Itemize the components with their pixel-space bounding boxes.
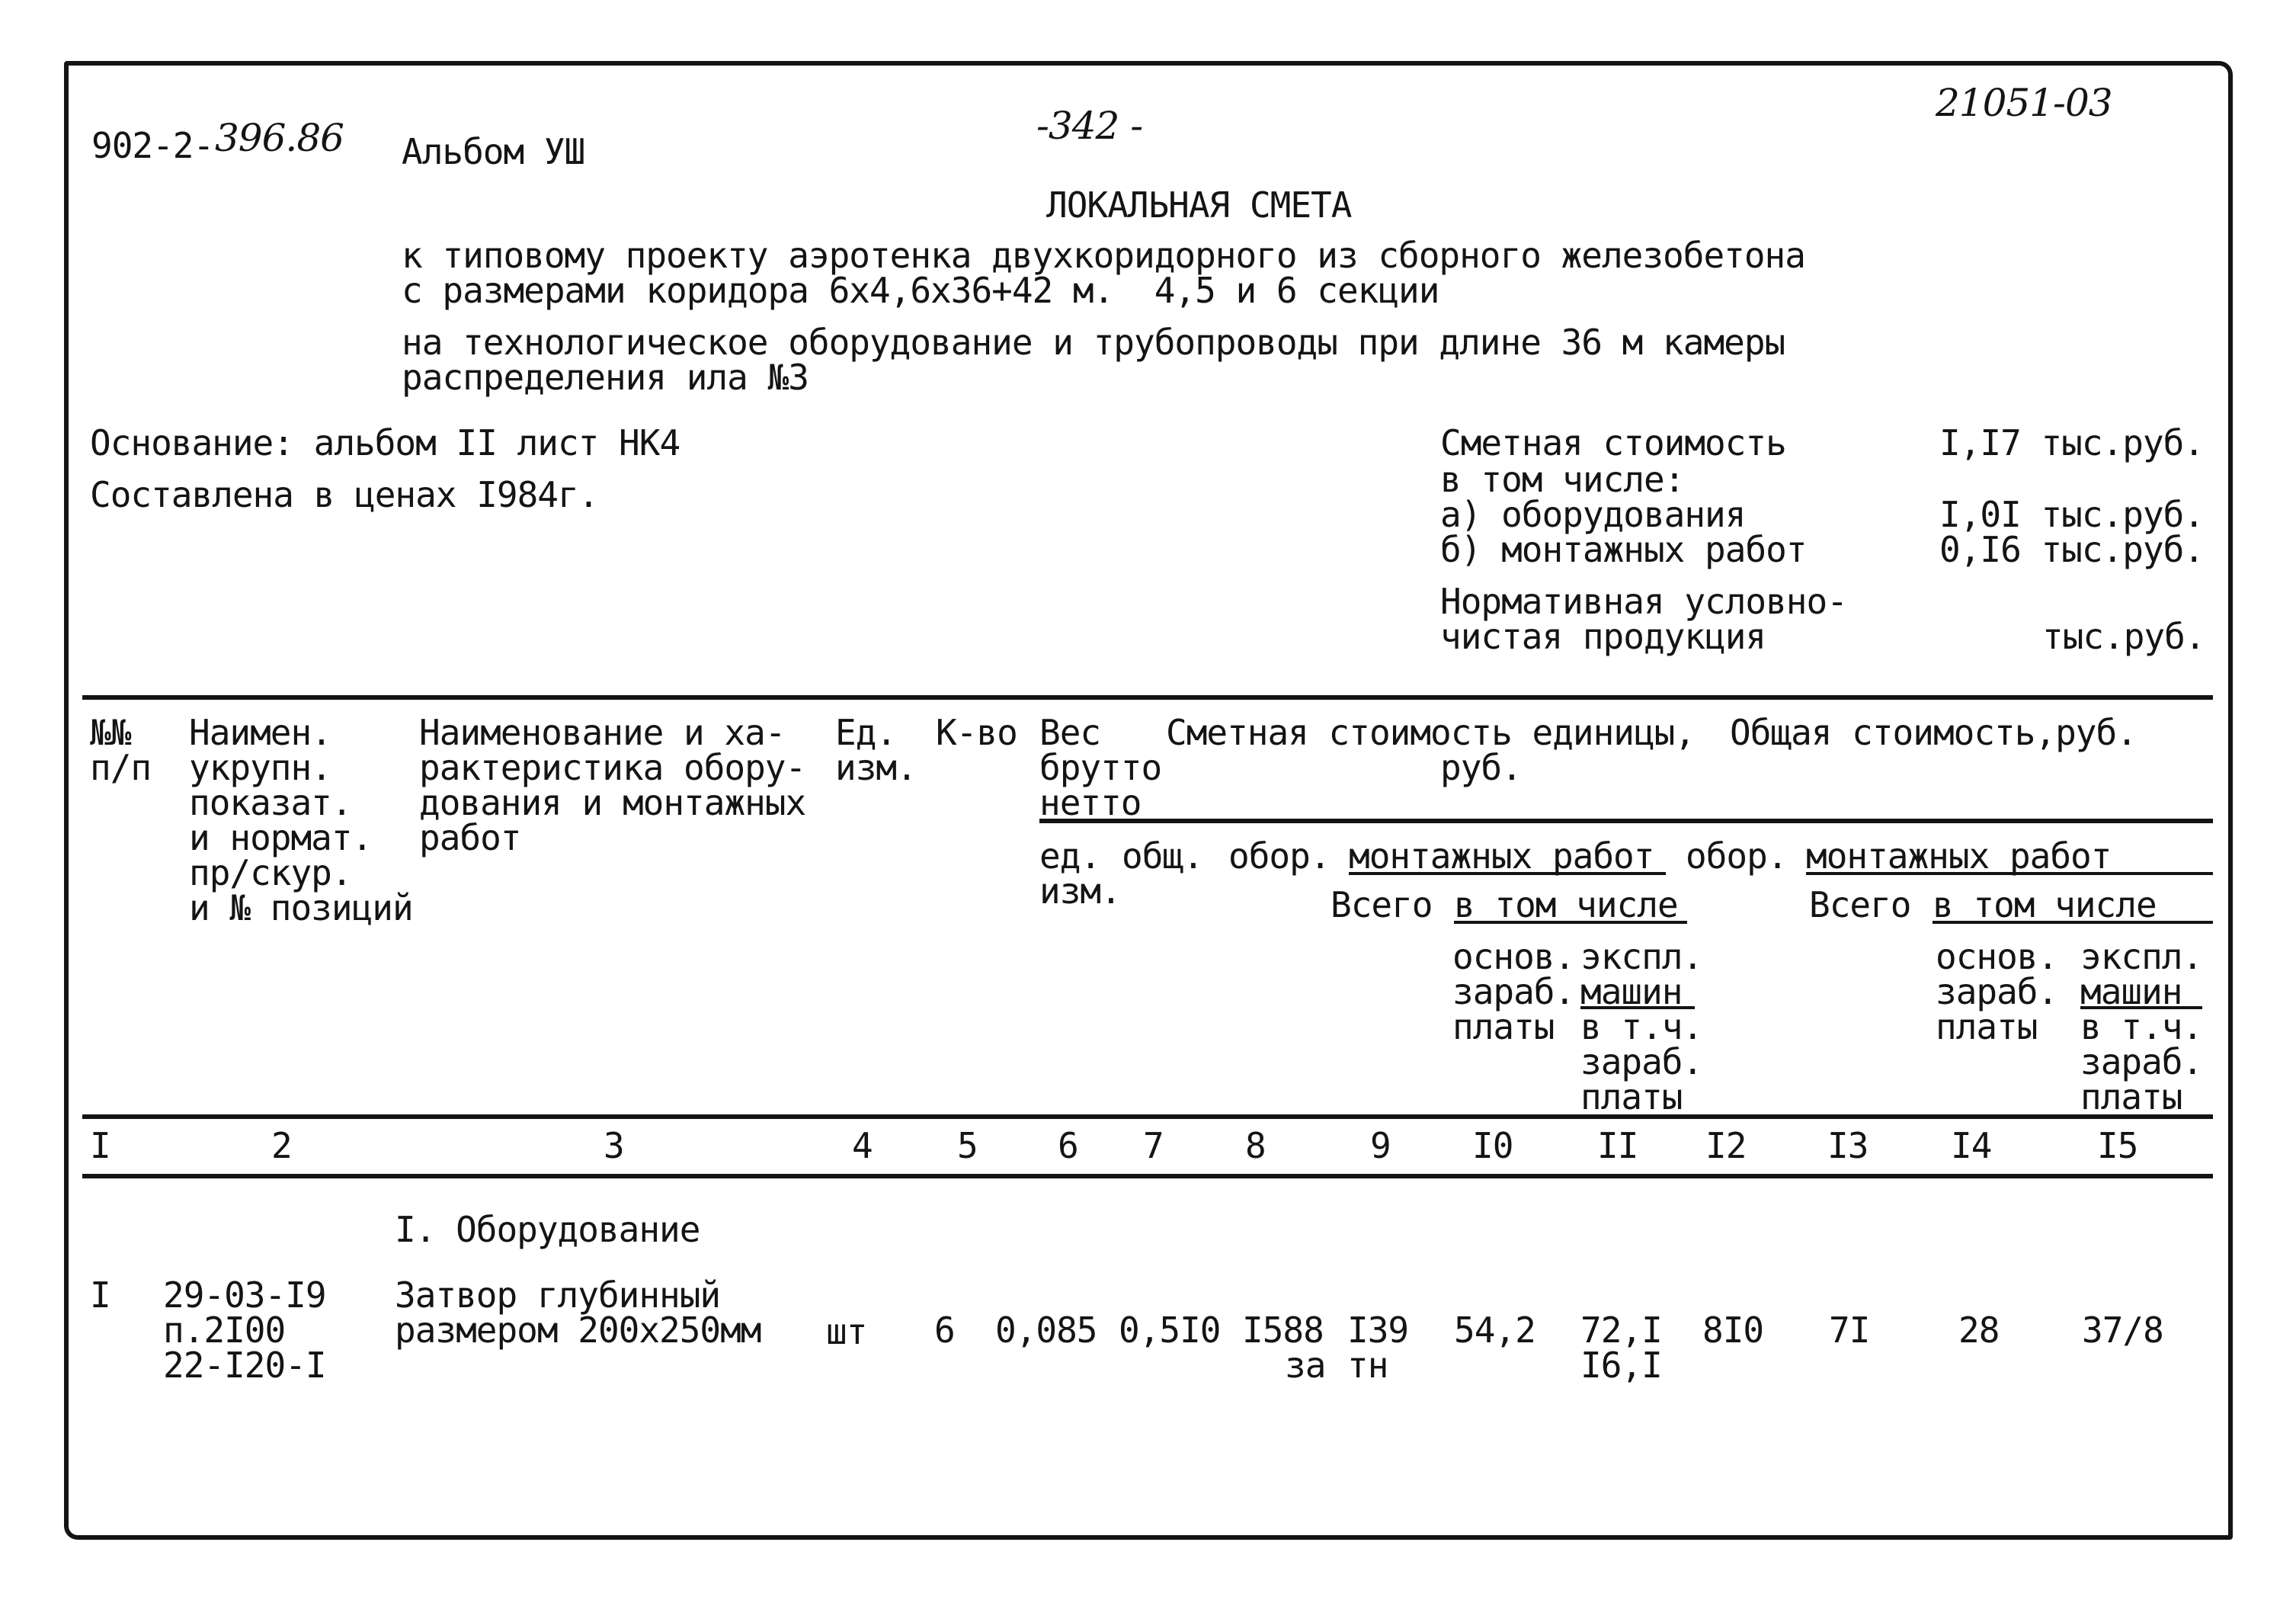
total-basic-wage-3: платы (1936, 1006, 2038, 1047)
weight-sub-unit-2: изм. (1039, 870, 1121, 912)
total-basic-wage-1: основ. (1936, 936, 2058, 977)
weight-header-2: брутто (1039, 747, 1162, 788)
row-install-sum: 7I (1829, 1310, 1870, 1351)
basis-text: Основание: альбом II лист НК4 (90, 422, 680, 463)
unit-machines-1: экспл. (1580, 936, 1703, 977)
cost-b-value: 0,I6 тыс.руб. (1939, 529, 2205, 570)
cost-a-label: а) оборудования (1440, 494, 1746, 535)
col-number-8: 8 (1245, 1125, 1266, 1166)
header-bottom-rule (82, 1114, 2213, 1119)
install-total-header: монтажных работ (1806, 835, 2112, 877)
col-number-11: II (1597, 1125, 1638, 1166)
install-unit-header: монтажных работ (1349, 835, 1654, 877)
cost-including: в том числе: (1440, 459, 1685, 500)
row-name-1: Затвор глубинный (395, 1274, 721, 1316)
subtitle-line-3: на технологическое оборудование и трубопроводы при длине 36 м камеры (402, 322, 1785, 363)
row-name-2: размером 200x250мм (395, 1310, 761, 1351)
cost-total-value: I,I7 тыс.руб. (1939, 422, 2205, 463)
row-weight-total: 0,5I0 (1119, 1310, 1221, 1351)
row-code-3: 22-I20-I (163, 1345, 326, 1386)
project-code-handwritten: 396.86 (215, 116, 344, 160)
weight-sub-total: общ. (1122, 835, 1203, 877)
col2-header-2: укрупн. (189, 747, 331, 788)
row-install-machines-wage: I6,I (1580, 1345, 1662, 1386)
install-total-total-label: Всего (1809, 884, 1911, 925)
col-number-1: I (90, 1125, 110, 1166)
install-unit-incl-underline (1454, 921, 1687, 924)
norm-label-1: Нормативная условно- (1440, 581, 1847, 622)
col-number-12: I2 (1705, 1125, 1747, 1166)
row-code-2: п.2I00 (163, 1310, 286, 1351)
col5-header: К-во (936, 712, 1017, 753)
col3-header-2: рактеристика обору- (419, 747, 806, 788)
row-install-machines: 72,I (1580, 1310, 1662, 1351)
col4-header-1: Ед. (835, 712, 897, 753)
total-machines-3: в т.ч. (2080, 1006, 2203, 1047)
col-numbers-rule (82, 1174, 2213, 1178)
norm-value: тыс.руб. (2042, 616, 2205, 657)
col2-header-1: Наимен. (189, 712, 331, 753)
row-install-wage: 54,2 (1454, 1310, 1535, 1351)
col-number-14: I4 (1951, 1125, 1992, 1166)
page-number: -342 - (1036, 104, 1143, 148)
col2-header-6: и № позиций (189, 887, 413, 928)
col-number-3: 3 (604, 1125, 624, 1166)
equip-unit-header: обор. (1228, 835, 1331, 877)
row-equip-unit: I588 (1242, 1310, 1324, 1351)
unit-cost-unit: руб. (1440, 747, 1522, 788)
install-total-incl-underline (1933, 921, 2213, 924)
row-install-total-note: тн (1347, 1345, 1388, 1386)
row-install-sum-wage: 28 (1958, 1310, 2000, 1351)
total-basic-wage-2: зараб. (1936, 971, 2058, 1012)
total-machines-1: экспл. (2080, 936, 2203, 977)
section-title: I. Оборудование (395, 1209, 700, 1250)
install-total-incl-label: в том числе (1933, 884, 2157, 925)
project-code: 902-2- (91, 125, 214, 166)
cost-b-label: б) монтажных работ (1440, 529, 1807, 570)
subtitle-line-2: с размерами коридора 6x4,6x36+42 м. 4,5 и 6 секции (402, 270, 1439, 311)
col2-header-3: показат. (189, 782, 352, 823)
install-unit-incl-label: в том числе (1454, 884, 1678, 925)
row-equip-total: 8I0 (1702, 1310, 1764, 1351)
col-number-9: 9 (1370, 1125, 1391, 1166)
unit-cost-header: Сметная стоимость единицы, (1166, 712, 1696, 753)
cost-total-label: Сметная стоимость (1440, 422, 1786, 463)
norm-label-2: чистая продукция (1440, 616, 1766, 657)
col3-header-1: Наименование и ха- (419, 712, 786, 753)
col4-header-2: изм. (835, 747, 917, 788)
col2-header-5: пр/скур. (189, 852, 352, 893)
table-top-rule (82, 695, 2213, 700)
weight-header-3: нетто (1039, 782, 1142, 823)
total-machines-4: зараб. (2080, 1041, 2203, 1082)
sheet-number: 21051-03 (1936, 81, 2112, 125)
col-number-2: 2 (271, 1125, 292, 1166)
unit-basic-wage-2: зараб. (1452, 971, 1575, 1012)
col3-header-4: работ (419, 817, 521, 858)
row-qty: 6 (934, 1310, 955, 1351)
prices-text: Составлена в ценах I984г. (90, 474, 599, 515)
row-equip-unit-note: за (1285, 1345, 1326, 1386)
unit-machines-2: машин (1580, 971, 1683, 1012)
total-cost-header: Общая стоимость,руб. (1730, 712, 2137, 753)
col-number-6: 6 (1058, 1125, 1078, 1166)
install-unit-total-label: Всего (1331, 884, 1433, 925)
col3-header-3: дования и монтажных (419, 782, 806, 823)
total-machines-2: машин (2080, 971, 2182, 1012)
col-number-4: 4 (852, 1125, 873, 1166)
row-code-1: 29-03-I9 (163, 1274, 326, 1316)
subtitle-line-1: к типовому проекту аэротенка двухкоридорного из сборного железобетона (402, 235, 1805, 276)
col1-header-2: п/п (90, 747, 152, 788)
weight-header-1: Вес (1039, 712, 1101, 753)
row-install-total: I39 (1347, 1310, 1409, 1351)
unit-basic-wage-3: платы (1452, 1006, 1555, 1047)
doc-title: ЛОКАЛЬНАЯ СМЕТА (1046, 184, 1352, 226)
total-machines-5: платы (2080, 1076, 2182, 1117)
col-number-15: I5 (2097, 1125, 2138, 1166)
unit-machines-3: в т.ч. (1580, 1006, 1703, 1047)
col-number-7: 7 (1143, 1125, 1164, 1166)
cost-a-value: I,0I тыс.руб. (1939, 494, 2205, 535)
col-number-10: I0 (1472, 1125, 1513, 1166)
weight-sub-unit: ед. (1039, 835, 1101, 877)
col2-header-4: и нормат. (189, 817, 373, 858)
subtitle-line-4: распределения ила №3 (402, 357, 809, 398)
row-install-sum-machines: 37/8 (2082, 1310, 2163, 1351)
col-number-13: I3 (1827, 1125, 1869, 1166)
col-number-5: 5 (957, 1125, 978, 1166)
unit-machines-5: платы (1580, 1076, 1683, 1117)
install-total-underline (1806, 872, 2213, 875)
col1-header-1: №№ (90, 712, 131, 753)
unit-basic-wage-1: основ. (1452, 936, 1575, 977)
unit-machines-4: зараб. (1580, 1041, 1703, 1082)
header-rule-upper (1039, 819, 2213, 823)
row-weight-unit: 0,085 (995, 1310, 1097, 1351)
row-unit: шт (826, 1311, 867, 1352)
album-label: Альбом УШ (402, 131, 585, 172)
install-unit-underline (1349, 872, 1666, 875)
equip-total-header: обор. (1686, 835, 1788, 877)
row-num: I (90, 1274, 110, 1316)
